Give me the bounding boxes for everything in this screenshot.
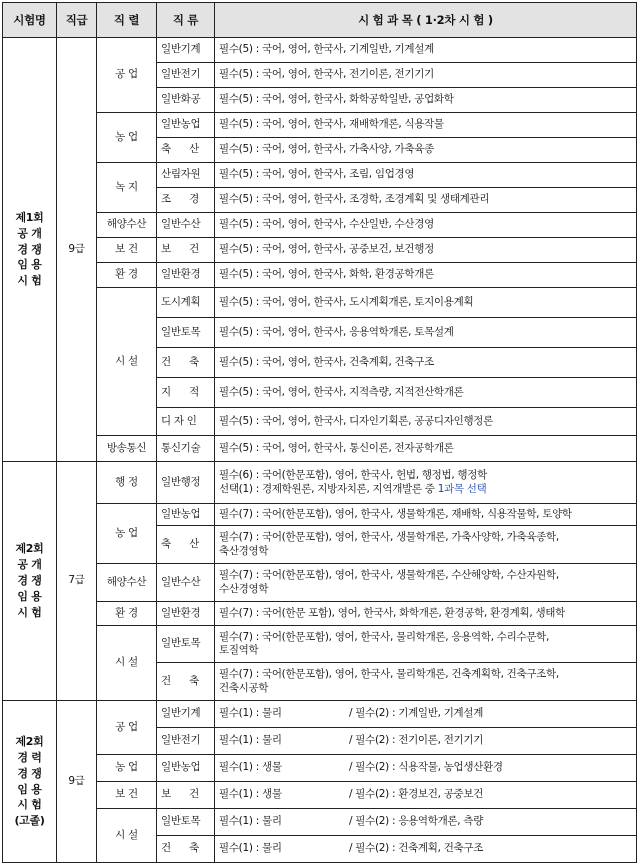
series-cell: 디 자 인 [157, 408, 215, 436]
series-cell: 일반행정 [157, 462, 215, 504]
subjects-cell: 필수(5) : 국어, 영어, 한국사, 화학, 환경공학개론 [215, 263, 637, 288]
field-cell: 공 업 [97, 38, 157, 113]
subjects-cell: 필수(5) : 국어, 영어, 한국사, 기계일반, 기계설계 [215, 38, 637, 63]
series-cell: 일반화공 [157, 88, 215, 113]
field-cell: 농 업 [97, 504, 157, 564]
field-cell: 보 건 [97, 238, 157, 263]
subjects-line: 토질역학 [219, 644, 259, 656]
exam2-grade: 7급 [57, 462, 97, 701]
header-row [3, 3, 637, 38]
table-row [3, 263, 637, 288]
exam1-label: 제1회 공 개 경 쟁 임 용 시 험 [3, 38, 57, 462]
subjects-cell: 필수(5) : 국어, 영어, 한국사, 전기이론, 전기기기 [215, 63, 637, 88]
series-cell: 보 건 [157, 238, 215, 263]
series-cell: 일반농업 [157, 755, 215, 782]
subjects-part1: 필수(1) : 생물 [219, 761, 282, 774]
subjects-cell: 필수(5) : 국어, 영어, 한국사, 조경학, 조경계획 및 생태계관리 [215, 188, 637, 213]
series-cell: 통신기술 [157, 436, 215, 462]
series-cell: 일반농업 [157, 113, 215, 138]
series-cell: 축 산 [157, 138, 215, 163]
table-row [3, 462, 637, 504]
table-row [3, 564, 637, 602]
subjects-part1: 필수(1) : 물리 [219, 707, 282, 720]
field-cell: 농 업 [97, 755, 157, 782]
subjects-part1: 필수(1) : 물리 [219, 734, 282, 747]
subjects-cell [215, 728, 637, 755]
subjects-part2: / 필수(2) : 기계일반, 기계설계 [349, 707, 484, 720]
field-cell: 시 설 [97, 809, 157, 863]
table-row [3, 113, 637, 138]
subjects-cell: 필수(5) : 국어, 영어, 한국사, 조림, 임업경영 [215, 163, 637, 188]
table-row [3, 602, 637, 626]
series-cell: 지 적 [157, 378, 215, 408]
field-cell: 시 설 [97, 288, 157, 436]
subjects-cell: 필수(5) : 국어, 영어, 한국사, 도시계획개론, 토지이용계획 [215, 288, 637, 318]
field-cell: 농 업 [97, 113, 157, 163]
exam3-label: 제2회 경 력 경 쟁 임 용 시 험 (고졸) [3, 701, 57, 863]
field-cell: 보 건 [97, 782, 157, 809]
field-cell: 행 정 [97, 462, 157, 504]
series-cell: 일반환경 [157, 602, 215, 626]
table-row [3, 701, 637, 728]
series-cell: 일반토목 [157, 626, 215, 663]
table-row [3, 782, 637, 809]
subjects-line: 건축시공학 [219, 681, 269, 694]
field-cell: 환 경 [97, 263, 157, 288]
subjects-line: 필수(7) : 국어(한문포함), 영어, 한국사, 생물학개론, 수산해양학, 수산자원학, [219, 569, 559, 582]
table-row [3, 504, 637, 526]
series-cell: 일반농업 [157, 504, 215, 526]
subjects-cell: 필수(5) : 국어, 영어, 한국사, 재배학개론, 식용작물 [215, 113, 637, 138]
subjects-line: 수산경영학 [219, 582, 269, 595]
subjects-cell: 필수(5) : 국어, 영어, 한국사, 수산일반, 수산경영 [215, 213, 637, 238]
field-cell: 방송통신 [97, 436, 157, 462]
table-row [3, 38, 637, 63]
subjects-cell [215, 701, 637, 728]
header-grade: 직급 [57, 3, 97, 38]
table-row [3, 238, 637, 263]
subjects-line: 축산경영학 [219, 544, 269, 557]
series-cell: 조 경 [157, 188, 215, 213]
field-cell: 녹 지 [97, 163, 157, 213]
field-cell: 해양수산 [97, 564, 157, 602]
subjects-cell: 필수(7) : 국어(한문포함), 영어, 한국사, 생물학개론, 재배학, 식용작물학, 토양학 [215, 504, 637, 526]
series-cell: 일반기계 [157, 38, 215, 63]
subjects-part1: 필수(1) : 물리 [219, 815, 282, 828]
header-subjects: 시 험 과 목 ( 1·2차 시 험 ) [215, 3, 637, 38]
series-cell: 보 건 [157, 782, 215, 809]
subjects-part2: / 필수(2) : 식용작물, 농업생산환경 [349, 761, 503, 774]
subjects-line: 필수(6) : 국어(한문포함), 영어, 한국사, 헌법, 행정법, 행정학 [219, 469, 487, 482]
subjects-cell [215, 836, 637, 863]
subjects-cell [215, 663, 637, 701]
table-row [3, 213, 637, 238]
table-row [3, 755, 637, 782]
series-cell: 일반수산 [157, 213, 215, 238]
subjects-cell: 필수(5) : 국어, 영어, 한국사, 건축계획, 건축구조 [215, 348, 637, 378]
field-cell: 해양수산 [97, 213, 157, 238]
header-series: 직 류 [157, 3, 215, 38]
series-cell: 일반전기 [157, 63, 215, 88]
field-cell: 환 경 [97, 602, 157, 626]
subjects-line [219, 483, 632, 496]
subjects-cell: 필수(5) : 국어, 영어, 한국사, 가축사양, 가축육종 [215, 138, 637, 163]
header-exam: 시험명 [3, 3, 57, 38]
subjects-cell: 필수(5) : 국어, 영어, 한국사, 통신이론, 전자공학개론 [215, 436, 637, 462]
subjects-part2: / 필수(2) : 응용역학개론, 측량 [349, 815, 484, 828]
subjects-part2: / 필수(2) : 건축계획, 건축구조 [349, 842, 484, 855]
table-row [3, 809, 637, 836]
subjects-line: 필수(7) : 국어(한문포함), 영어, 한국사, 생물학개론, 가축사양학, 가축육종학, [219, 531, 559, 544]
subjects-cell: 필수(5) : 국어, 영어, 한국사, 공중보건, 보건행정 [215, 238, 637, 263]
header-field: 직 렬 [97, 3, 157, 38]
series-cell: 건 축 [157, 836, 215, 863]
series-cell: 일반환경 [157, 263, 215, 288]
series-cell: 건 축 [157, 348, 215, 378]
subjects-cell: 필수(7) : 국어(한문 포함), 영어, 한국사, 화학개론, 환경공학, 환경계획, 생태학 [215, 602, 637, 626]
table-row [3, 436, 637, 462]
subjects-cell: 필수(5) : 국어, 영어, 한국사, 지적측량, 지적전산학개론 [215, 378, 637, 408]
subjects-cell [215, 526, 637, 564]
exam3-grade: 9급 [57, 701, 97, 863]
series-cell: 산림자원 [157, 163, 215, 188]
table-row [3, 288, 637, 318]
exam-subjects-table [2, 2, 637, 863]
subjects-text: 선택(1) : 경제학원론, 지방자치론, 지역개발론 중 [219, 482, 438, 495]
subjects-cell: 필수(5) : 국어, 영어, 한국사, 화학공학일반, 공업화학 [215, 88, 637, 113]
series-cell: 일반토목 [157, 809, 215, 836]
series-cell: 일반기계 [157, 701, 215, 728]
series-cell: 일반수산 [157, 564, 215, 602]
series-cell: 축 산 [157, 526, 215, 564]
subjects-cell: 필수(5) : 국어, 영어, 한국사, 디자인기획론, 공공디자인행정론 [215, 408, 637, 436]
subjects-cell [215, 809, 637, 836]
subjects-cell [215, 755, 637, 782]
series-cell: 일반전기 [157, 728, 215, 755]
field-cell: 시 설 [97, 626, 157, 701]
series-cell: 일반토목 [157, 318, 215, 348]
exam1-grade: 9급 [57, 38, 97, 462]
table-row [3, 163, 637, 188]
field-cell: 공 업 [97, 701, 157, 755]
table-row [3, 626, 637, 663]
subjects-cell: 필수(5) : 국어, 영어, 한국사, 응용역학개론, 토목설계 [215, 318, 637, 348]
highlight-text: 1과목 선택 [437, 482, 487, 495]
subjects-cell [215, 462, 637, 504]
subjects-part1: 필수(1) : 물리 [219, 842, 282, 855]
series-cell: 건 축 [157, 663, 215, 701]
series-cell: 도시계획 [157, 288, 215, 318]
subjects-part2: / 필수(2) : 환경보건, 공중보건 [349, 788, 484, 801]
subjects-cell [215, 626, 637, 663]
exam2-label: 제2회 공 개 경 쟁 임 용 시 험 [3, 462, 57, 701]
subjects-part1: 필수(1) : 생물 [219, 788, 282, 801]
subjects-part2: / 필수(2) : 전기이론, 전기기기 [349, 734, 484, 747]
subjects-line: 필수(7) : 국어(한문포함), 영어, 한국사, 물리학개론, 응용역학, 수리수문학, [219, 630, 550, 643]
subjects-cell [215, 782, 637, 809]
subjects-cell [215, 564, 637, 602]
subjects-line: 필수(7) : 국어(한문포함), 영어, 한국사, 물리학개론, 건축계획학, 건축구조학, [219, 668, 559, 681]
